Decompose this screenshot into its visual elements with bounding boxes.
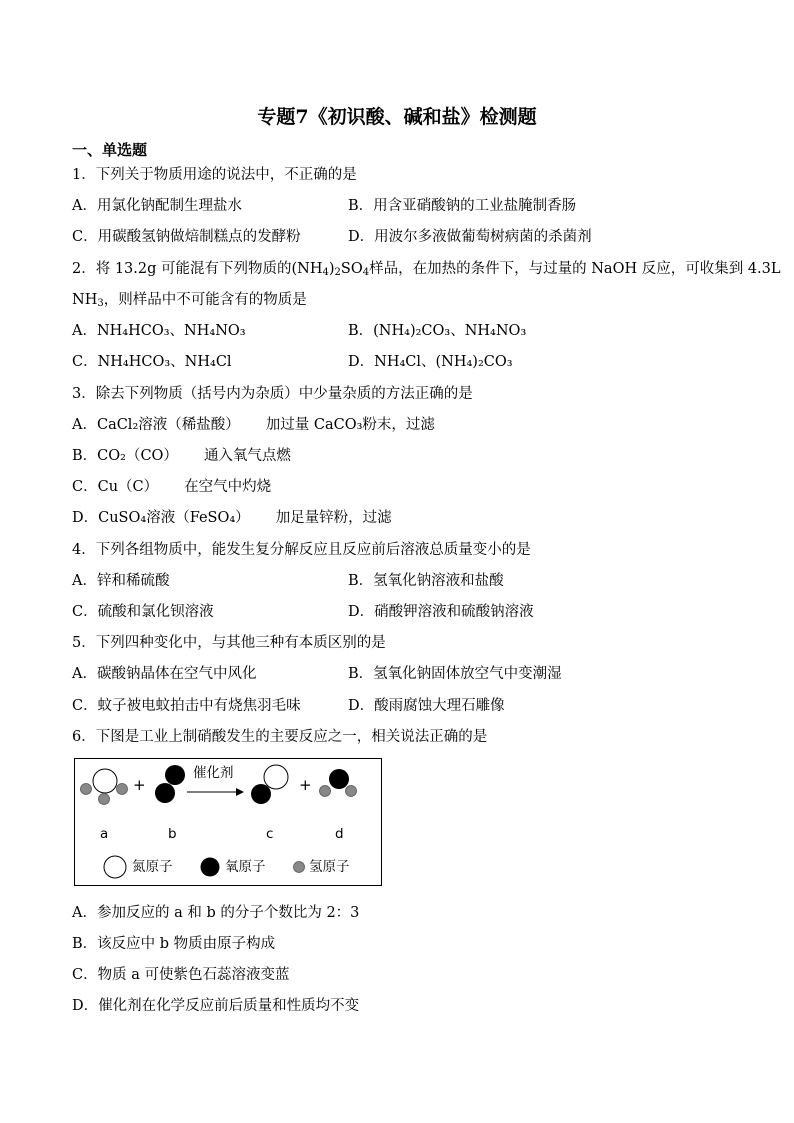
legend-hydrogen-label: 氢原子 [309,859,350,875]
catalyst-label: 催化剂 [193,765,234,781]
q6-option-c: C．物质 a 可使紫色石蕊溶液变蓝 [72,967,290,983]
q5-option-c: C．蚊子被电蚊拍击中有烧焦羽毛味 [72,698,301,714]
question-3-stem: 3．除去下列物质（括号内为杂质）中少量杂质的方法正确的是 [72,386,473,402]
q5-option-a: A．碳酸钠晶体在空气中风化 [72,666,257,682]
q4-option-d: D．硝酸钾溶液和硫酸钠溶液 [348,604,534,620]
q6-option-b: B．该反应中 b 物质由原子构成 [72,936,276,952]
q2-stem-part1: 2．将 13.2g 可能混有下列物质的(NH [72,261,323,277]
legend-oxygen-icon [201,858,220,877]
q3-option-b-substance: B．CO₂（CO） [72,448,178,464]
question-6-stem: 6．下图是工业上制硝酸发生的主要反应之一，相关说法正确的是 [72,729,488,745]
label-d: d [335,826,344,842]
q2-stem-nh3: NH [72,292,98,308]
q2-option-c: C．NH₄HCO₃、NH₄Cl [72,354,232,370]
q1-option-d: D．用波尔多液做葡萄树病菌的杀菌剂 [348,229,592,245]
section-title: 一、单选题 [72,141,148,159]
q3-option-a-method: 加过量 CaCO₃粉末，过滤 [265,417,435,433]
q1-option-c: C．用碳酸氢钠做焙制糕点的发酵粉 [72,229,301,245]
label-a: a [100,826,109,842]
q5-option-d: D．酸雨腐蚀大理石雕像 [348,698,505,714]
q6-option-d: D．催化剂在化学反应前后质量和性质均不变 [72,998,360,1014]
q5-option-b: B．氢氧化钠固体放空气中变潮湿 [348,666,562,682]
q6-option-a: A．参加反应的 a 和 b 的分子个数比为 2：3 [72,905,360,921]
molecule-a-ammonia [81,769,128,805]
q2-option-a: A．NH₄HCO₃、NH₄NO₃ [72,323,246,339]
q3-option-d [72,508,392,528]
q2-stem-part4: 样品，在加热的条件下，与过量的 NaOH 反应，可收集到 4.3L [369,261,781,277]
legend-oxygen-label: 氧原子 [225,859,266,875]
q2-option-b: B．(NH₄)₂CO₃、NH₄NO₃ [348,323,527,339]
legend-hydrogen-icon [294,862,305,873]
question-1-stem: 1．下列关于物质用途的说法中，不正确的是 [72,167,357,183]
q2-option-d: D．NH₄Cl、(NH₄)₂CO₃ [348,354,513,370]
reaction-diagram [74,758,382,886]
molecule-d-water [320,769,357,797]
plus-sign-1: + [133,776,146,794]
q3-option-a-substance: A．CaCl₂溶液（稀盐酸） [72,417,240,433]
legend-nitrogen-label: 氮原子 [132,859,173,875]
q4-option-b: B．氢氧化钠溶液和盐酸 [348,573,504,589]
q4-option-a: A．锌和稀硫酸 [72,573,170,589]
molecule-c-nitric-oxide [251,765,288,804]
page-title: 专题7《初识酸、碱和盐》检测题 [257,106,537,128]
plus-sign-2: + [299,776,312,794]
legend-nitrogen-icon [104,856,126,878]
q1-option-b: B．用含亚硝酸钠的工业盐腌制香肠 [348,198,577,214]
q2-stem-end: ，则样品中不可能含有的物质是 [103,292,307,308]
question-5-stem: 5．下列四种变化中，与其他三种有本质区别的是 [72,635,386,651]
label-c: c [266,826,274,842]
question-2-stem-line2: $NH_3$，则样品中不可能含有的物质是 [72,292,307,309]
question-4-stem: 4．下列各组物质中，能发生复分解反应且反应前后溶液总质量变小的是 [72,542,531,558]
q4-option-c: C．硫酸和氯化钡溶液 [72,604,214,620]
q3-option-c [72,477,271,497]
q1-option-a: A．用氯化钠配制生理盐水 [72,198,242,214]
q3-option-c-substance: C．Cu（C） [72,479,159,495]
q2-stem-part2: ) [328,261,335,277]
q3-option-a [72,415,435,435]
q3-option-b-method: 通入氧气点燃 [203,448,291,464]
q2-stem-part3: SO [340,261,363,277]
q3-option-c-method: 在空气中灼烧 [184,479,272,495]
question-2-stem: 2．将 13.2g 可能混有下列物质的$(NH_4)_2SO_4$样品，在加热的条件下，与过量的 NaOH 反应，可收集到 4.3L [72,261,781,278]
q3-option-d-method: 加足量锌粉，过滤 [275,510,392,526]
molecule-b-oxygen [155,765,185,803]
label-b: b [168,826,177,842]
q3-option-b [72,446,291,466]
q3-option-d-substance: D．CuSO₄溶液（FeSO₄） [72,510,250,526]
